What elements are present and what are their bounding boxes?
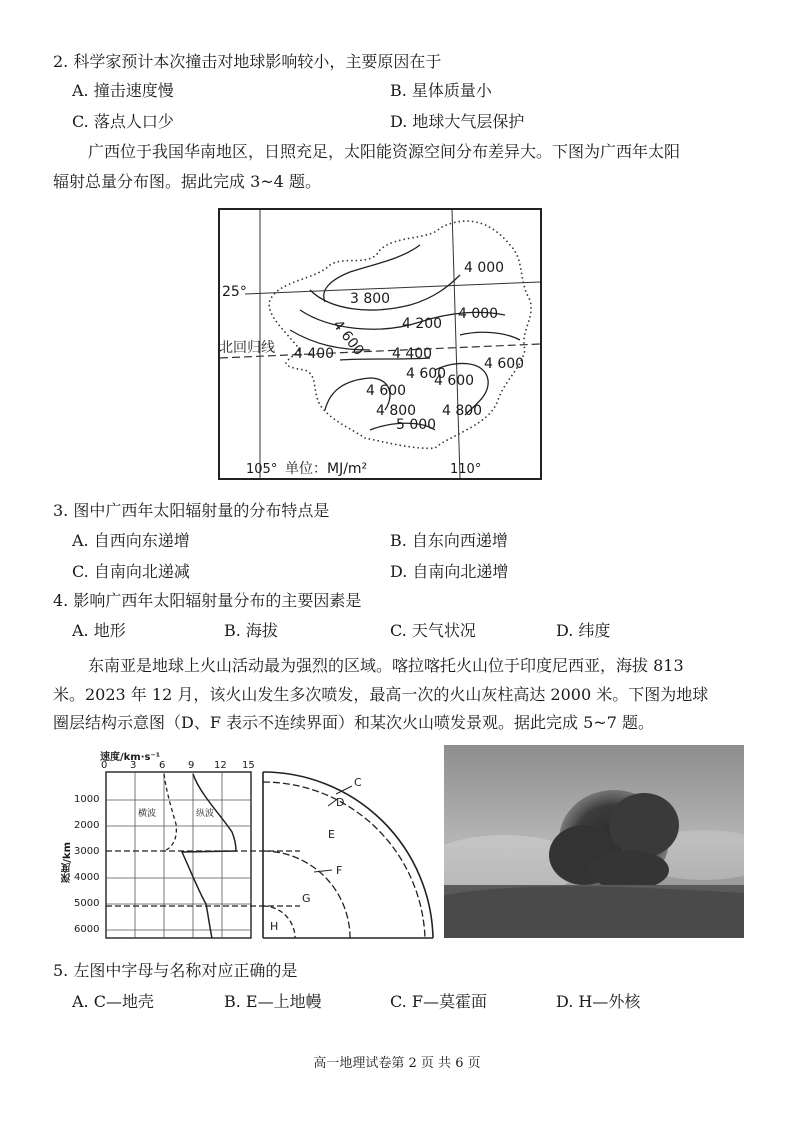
latitude-25-label: 25° (222, 284, 247, 300)
isoline-label: 5 000 (396, 417, 437, 433)
isoline-label: 4 800 (442, 403, 483, 419)
q2-option-c: C. 落点人口少 (72, 112, 174, 131)
q5-stem: 5. 左图中字母与名称对应正确的是 (53, 961, 298, 980)
tropic-label: 北回归线 (219, 340, 275, 356)
q3-option-c: C. 自南向北递减 (72, 562, 190, 581)
q2-option-a: A. 撞击速度慢 (72, 81, 174, 100)
speed-tick: 6 (159, 760, 166, 771)
speed-tick: 0 (101, 760, 108, 771)
isoline-label: 4 600 (366, 383, 407, 399)
speed-tick: 12 (214, 760, 227, 771)
q2-stem: 2. 科学家预计本次撞击对地球影响较小，主要原因在于 (53, 52, 442, 71)
q5-option-d: D. H—外核 (556, 992, 641, 1011)
speed-tick: 15 (242, 760, 255, 771)
s-wave-label: 横波 (138, 809, 157, 819)
longitude-105-label: 105° (246, 462, 278, 477)
intro2-line2: 米。2023 年 12 月，该火山发生多次喷发，最高一次的火山灰柱高达 2000 米。下图为地球 (53, 685, 709, 704)
map-unit-label: 单位：MJ/m² (285, 461, 368, 477)
layer-letter-c: C (354, 776, 362, 789)
isoline-label: 4 600 (329, 317, 367, 359)
isoline-label: 4 000 (464, 260, 505, 276)
q4-option-d: D. 纬度 (556, 621, 611, 640)
p-wave-label: 纵波 (196, 809, 215, 819)
longitude-110-label: 110° (450, 462, 482, 477)
isoline-label: 4 400 (392, 346, 433, 362)
q3-stem: 3. 图中广西年太阳辐射量的分布特点是 (53, 501, 330, 520)
layer-letter-d: D (336, 796, 345, 809)
q5-option-b: B. E—上地幔 (224, 992, 322, 1011)
depth-tick: 1000 (74, 794, 100, 805)
layers-drawing (60, 744, 440, 944)
q4-option-b: B. 海拔 (224, 621, 278, 640)
isoline-label: 4 000 (458, 306, 499, 322)
isoline-label: 4 600 (434, 373, 475, 389)
isoline-label: 4 600 (406, 366, 447, 382)
depth-tick: 3000 (74, 846, 100, 857)
volcano-eruption-drawing (444, 745, 744, 938)
q5-option-a: A. C—地壳 (72, 992, 154, 1011)
q5-option-c: C. F—莫霍面 (390, 992, 487, 1011)
layer-letter-g: G (302, 892, 311, 905)
isoline-label: 3 800 (350, 291, 391, 307)
volcano-eruption-photo (444, 745, 744, 938)
q2-option-d: D. 地球大气层保护 (390, 112, 525, 131)
isoline-label: 4 200 (402, 316, 443, 332)
isoline-label: 4 600 (484, 356, 525, 372)
depth-tick: 2000 (74, 820, 100, 831)
q4-stem: 4. 影响广西年太阳辐射量分布的主要因素是 (53, 591, 362, 610)
layer-letter-f: F (336, 864, 343, 877)
intro1-line1: 广西位于我国华南地区，日照充足，太阳能资源空间分布差异大。下图为广西年太阳 (88, 142, 681, 161)
intro1-line2: 辐射总量分布图。据此完成 3~4 题。 (53, 172, 321, 191)
layer-letter-e: E (328, 828, 335, 841)
q3-option-d: D. 自南向北递增 (390, 562, 509, 581)
page-footer: 高一地理试卷第 2 页 共 6 页 (313, 1056, 481, 1071)
speed-tick: 9 (188, 760, 195, 771)
speed-axis-label: 速度/km·s⁻¹ (100, 752, 161, 763)
q2-option-b: B. 星体质量小 (390, 81, 492, 100)
q3-option-a: A. 自西向东递增 (72, 531, 190, 550)
isoline-label: 4 800 (376, 403, 417, 419)
depth-axis-label: 深度/km (62, 842, 73, 883)
intro2-line1: 东南亚是地球上火山活动最为强烈的区域。喀拉喀托火山位于印度尼西亚，海拔 813 (88, 656, 684, 675)
depth-tick: 6000 (74, 924, 100, 935)
earth-layers-diagram (60, 744, 440, 944)
speed-tick: 3 (130, 760, 137, 771)
q4-option-a: A. 地形 (72, 621, 126, 640)
depth-tick: 4000 (74, 872, 100, 883)
depth-tick: 5000 (74, 898, 100, 909)
q4-option-c: C. 天气状况 (390, 621, 476, 640)
q3-option-b: B. 自东向西递增 (390, 531, 508, 550)
layer-letter-h: H (270, 920, 279, 933)
intro2-line3: 圈层结构示意图（D、F 表示不连续界面）和某次火山喷发景观。据此完成 5~7 题。 (53, 713, 654, 732)
isoline-label: 4 400 (294, 346, 335, 362)
